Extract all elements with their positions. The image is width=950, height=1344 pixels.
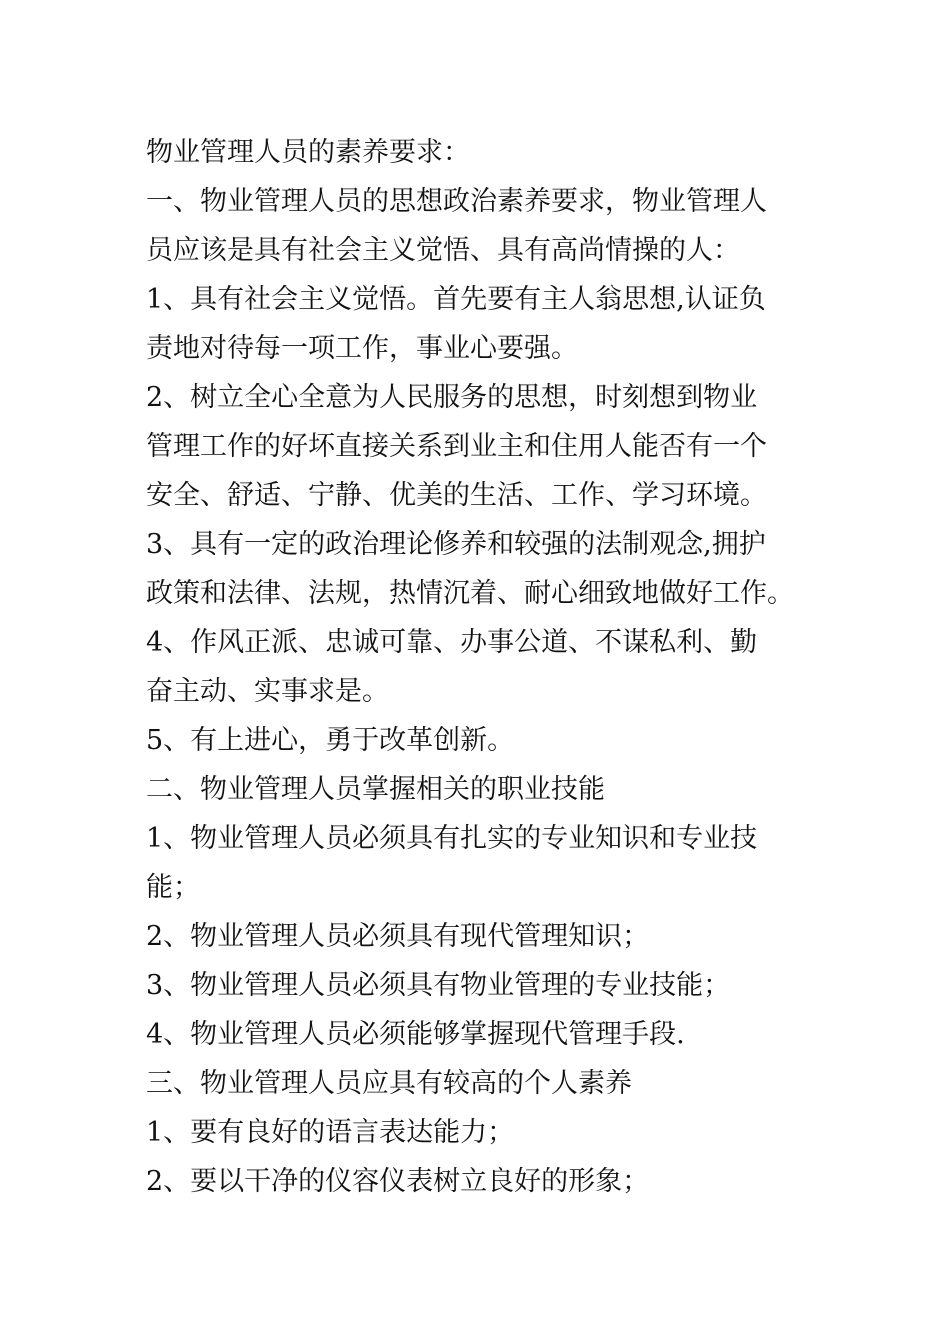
paragraph-line: 能； <box>146 872 200 903</box>
document-body <box>146 128 826 1206</box>
list-item: 1、具有社会主义觉悟。首先要有主人翁思想,认证负 <box>146 284 766 315</box>
list-item: 3、物业管理人员必须具有物业管理的专业技能； <box>146 970 731 1001</box>
paragraph-line: 安全、舒适、宁静、优美的生活、工作、学习环境。 <box>146 480 767 511</box>
section-heading-3: 三、物业管理人员应具有较高的个人素养 <box>146 1068 632 1099</box>
list-item: 1、要有良好的语言表达能力； <box>146 1117 515 1148</box>
doc-title: 物业管理人员的素养要求： <box>146 137 470 168</box>
list-item: 3、具有一定的政治理论修养和较强的法制观念,拥护 <box>146 529 766 560</box>
list-item: 4、作风正派、忠诚可靠、办事公道、不谋私利、勤 <box>146 627 758 658</box>
paragraph-line: 员应该是具有社会主义觉悟、具有高尚情操的人： <box>146 235 740 266</box>
list-item: 2、物业管理人员必须具有现代管理知识； <box>146 921 650 952</box>
list-item: 2、树立全心全意为人民服务的思想，时刻想到物业 <box>146 382 758 413</box>
list-item: 2、要以干净的仪容仪表树立良好的形象； <box>146 1166 650 1197</box>
section-heading-1: 一、物业管理人员的思想政治素养要求，物业管理人 <box>146 186 767 217</box>
paragraph-line: 责地对待每一项工作，事业心要强。 <box>146 333 578 364</box>
list-item: 1、物业管理人员必须具有扎实的专业知识和专业技 <box>146 823 758 854</box>
section-heading-2: 二、物业管理人员掌握相关的职业技能 <box>146 774 605 805</box>
list-item: 4、物业管理人员必须能够掌握现代管理手段. <box>146 1019 685 1050</box>
paragraph-line: 管理工作的好坏直接关系到业主和住用人能否有一个 <box>146 431 767 462</box>
list-item: 5、有上进心，勇于改革创新。 <box>146 725 515 756</box>
paragraph-line: 政策和法律、法规，热情沉着、耐心细致地做好工作。 <box>146 578 794 609</box>
paragraph-line: 奋主动、实事求是。 <box>146 676 389 707</box>
